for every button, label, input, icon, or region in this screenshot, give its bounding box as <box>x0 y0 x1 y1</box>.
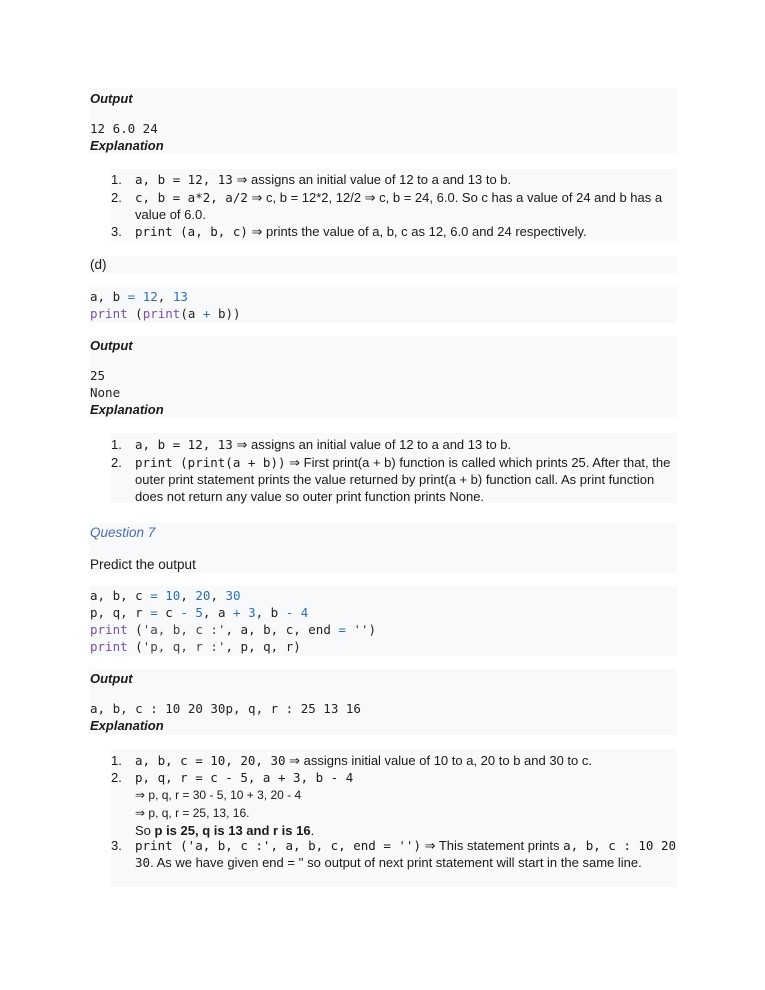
part-label-block <box>89 256 677 274</box>
explanation-label: Explanation <box>90 138 164 153</box>
explanation-label: Explanation <box>90 402 164 417</box>
code-line: print (print(a + b)) <box>90 306 241 321</box>
question-prompt: Predict the output <box>90 557 196 572</box>
output-line: a, b, c : 10 20 30p, q, r : 25 13 16 <box>90 701 361 716</box>
code-line: a, b, c = 10, 20, 30 <box>90 588 241 603</box>
output-label: Output <box>90 671 133 686</box>
code-line: print ('a, b, c :', a, b, c, end = '') <box>90 622 377 637</box>
output-block-d <box>89 336 677 418</box>
explanation-label: Explanation <box>90 718 164 733</box>
code-block-q7 <box>89 586 677 656</box>
output-block-c <box>89 88 677 154</box>
output-line: 25 <box>90 368 106 383</box>
code-line: print ('p, q, r :', p, q, r) <box>90 639 301 654</box>
code-line: a, b = 12, 13 <box>90 289 188 304</box>
part-label: (d) <box>90 257 107 272</box>
output-label: Output <box>90 338 133 353</box>
output-label: Output <box>90 91 133 106</box>
output-block-q7 <box>89 669 677 735</box>
output-line: 12 6.0 24 <box>90 121 158 136</box>
question-title: Question 7 <box>90 525 156 540</box>
code-line: p, q, r = c - 5, a + 3, b - 4 <box>90 605 309 620</box>
output-line: None <box>90 385 121 400</box>
code-block-d <box>89 287 677 323</box>
